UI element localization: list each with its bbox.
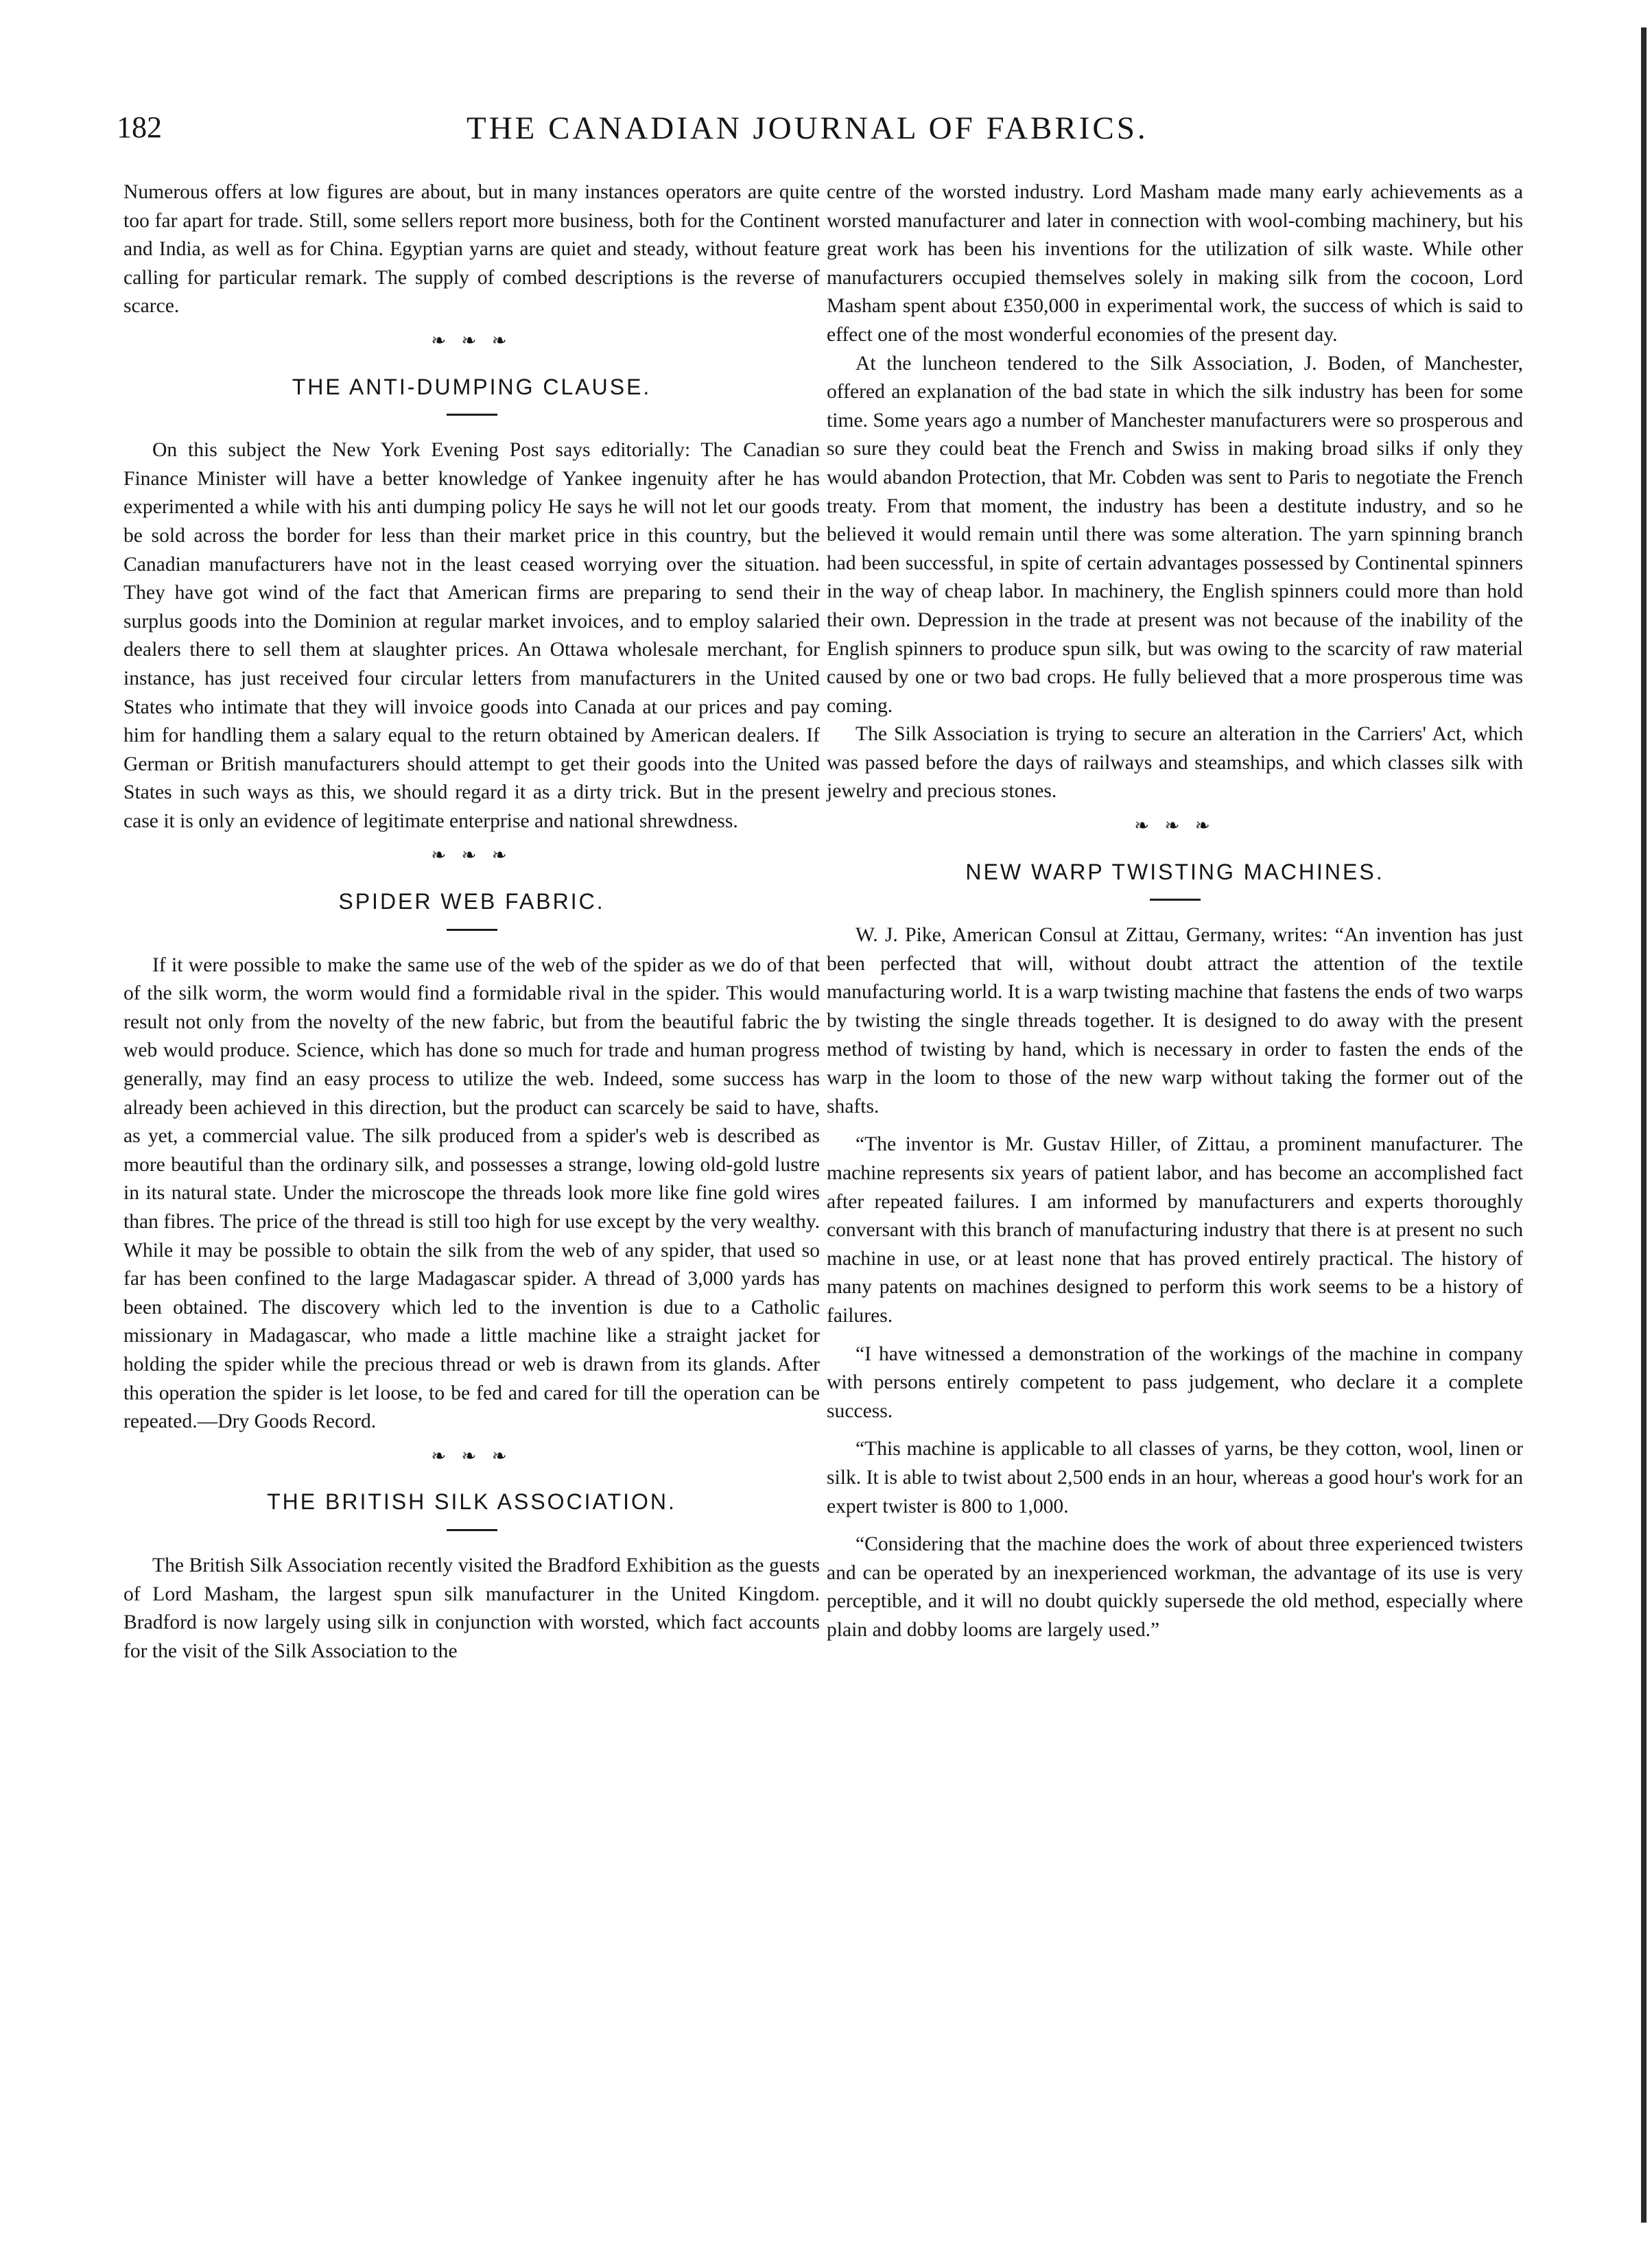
ornament-divider: ❧ ❧ ❧: [1134, 816, 1216, 836]
spider-web-paragraph: If it were possible to make the same use of the web of the spider as we do of that of the silk worm, the worm would find a formidable rival in the spider. This would result not only from the novelty of the new fabric, but from the beautiful fabric the web would produce. Science, which has done so much for trade and human progress generally, may find an easy process to utilize the web. Indeed, some success has already been achieved in this direction, but the product can scarcely be said to have, as yet, a commercial value. The silk produced from a spider's web is described as more beautiful than the ordinary silk, and possesses a strange, lowing old-gold lustre in its natural state. Under the microscope the threads look more like fine gold wires than fibres. The price of the thread is still too high for use except by the very wealthy. While it may be possible to obtain the silk from the web of any spider, that used so far has been confined to the large Madagascar spider. A thread of 3,000 yards has been obtained. The discovery which led to the invention is due to a Catholic missionary in Madagascar, who made a little machine like a straight jacket for holding the spider while the precious thread or web is drawn from its glands. After this operation the spider is let loose, to be fed and cared for till the operation can be repeated.—Dry Goods Record.: [123, 954, 820, 1433]
ornament-divider: ❧ ❧ ❧: [431, 1445, 512, 1466]
anti-dumping-paragraph: On this subject the New York Evening Post says editorially: The Canadian Finance Minister will have a better knowledge of Yankee ingenuity after he has experimented a while with his anti dumping policy He says he will not let our goods be sold across the border for less than their market price in this country, but the Canadian manufacturers have not in the least ceased worrying over the situation. They have got wind of the fact that American firms are preparing to send their surplus goods into the Dominion at regular market invoices, and to employ salaried dealers there to sell them at slaughter prices. An Ottawa wholesale merchant, for instance, has just received four circular letters from manufacturers in the United States who intimate that they will invoice goods into Canada at our prices and pay him for handling them a salary equal to the return obtained by American dealers. If German or British manufacturers should attempt to get their goods into the United States in such ways as this, we should regard it as a dirty trick. But in the present case it is only an evidence of legitimate enterprise and national shrewdness.: [123, 439, 820, 832]
left-column: [123, 178, 820, 1666]
british-silk-continued-paragraph: At the luncheon tendered to the Silk Association, J. Boden, of Manchester, offered an explanation of the bad state in which the silk industry has been for some time. Some years ago a number of Manchester manufacturers were so prosperous and so sure they could beat the French and Swiss in making broad silks if only they would abandon Protection, that Mr. Cobden was sent to Paris to negotiate the French treaty. From that moment, the industry has been a destitute industry, and so he believed it would remain until there was some alteration. The yarn spinning branch had been successful, in spite of certain advantages possessed by Continental spinners in the way of cheap labor. In machinery, the English spinners could more than hold their own. Depression in the trade at present was not because of the inability of the English spinners to produce spun silk, but was owing to the scarcity of raw material caused by one or two bad crops. He fully believed that a more prosperous time was coming.: [827, 352, 1523, 717]
right-column: [827, 178, 1523, 1645]
warp-twisting-paragraph: “Considering that the machine does the work of about three experienced twisters and can be operated by an inexperienced workman, the advantage of its use is very perceptible, and it will no doubt quickly supersede the old method, especially where plain and dobby looms are largely used.”: [827, 1533, 1523, 1641]
british-silk-heading: THE BRITISH SILK ASSOCIATION.: [267, 1489, 676, 1515]
ornament-divider: ❧ ❧ ❧: [431, 330, 512, 351]
journal-title: THE CANADIAN JOURNAL OF FABRICS.: [467, 110, 1148, 146]
warp-twisting-paragraph: “I have witnessed a demonstration of the workings of the machine in company with persons entirely competent to pass judgement, who declare it a complete success.: [827, 1342, 1523, 1422]
warp-twisting-heading: NEW WARP TWISTING MACHINES.: [965, 859, 1384, 884]
page-edge-shadow: [1641, 27, 1647, 2223]
anti-dumping-heading: THE ANTI-DUMPING CLAUSE.: [292, 374, 652, 399]
spider-web-heading: SPIDER WEB FABRIC.: [338, 889, 605, 914]
intro-paragraph: Numerous offers at low figures are about, but in many instances operators are quite too far apart for trade. Still, some sellers report more business, both for the Continent and India, as well as for China. Egyptian yarns are quiet and steady, without feature calling for particular remark. The supply of combed descriptions is the reverse of scarce.: [123, 181, 820, 318]
british-silk-paragraph: The British Silk Association recently visited the Bradford Exhibition as the guests of Lord Masham, the largest spun silk manufacturer in the United Kingdom. Bradford is now largely using silk in conjunction with worsted, which fact accounts for the visit of the Silk Association to the: [123, 1554, 820, 1662]
heading-rule: [1150, 899, 1201, 901]
warp-twisting-paragraph: W. J. Pike, American Consul at Zittau, Germany, writes: “An invention has just been perfected that will, without doubt attract the attention of the textile manufacturing world. It is a warp twisting machine that fastens the ends of two warps by twisting the single threads together. It is designed to do away with the present method of twisting by hand, which is necessary in order to fasten the ends of the warp in the loom to those of the new warp without taking the former out of the shafts.: [827, 924, 1523, 1117]
warp-twisting-paragraph: “The inventor is Mr. Gustav Hiller, of Zittau, a prominent manufacturer. The machine represents six years of patient labor, and has become an accomplished fact after repeated failures. I am informed by manufacturers and experts thoroughly conversant with this branch of manufacturing industry that there is at present no such machine in use, or at least none that has proved entirely practical. The history of many patents on machines designed to perform this work seems to be a history of failures.: [827, 1133, 1523, 1327]
warp-twisting-paragraph: “This machine is applicable to all classes of yarns, be they cotton, wool, linen or silk. It is able to twist about 2,500 ends in an hour, whereas a good hour's work for an expert twister is 800 to 1,000.: [827, 1438, 1523, 1517]
heading-rule: [447, 929, 497, 931]
british-silk-continued-paragraph: centre of the worsted industry. Lord Masham made many early achievements as a worsted manufacturer and later in connection with wool-combing machinery, but his great work has been his inventions for the utilization of silk waste. While other manufacturers occupied themselves solely in making silk from the cocoon, Lord Masham spent about £350,000 in experimental work, the success of which is said to effect one of the most wonderful economies of the present day.: [827, 181, 1523, 346]
page-number: 182: [117, 110, 162, 144]
heading-rule: [447, 1529, 497, 1531]
british-silk-continued-paragraph: The Silk Association is trying to secure an alteration in the Carriers' Act, which was passed before the days of railways and steamships, and which classes silk with jewelry and precious stones.: [827, 723, 1523, 803]
ornament-divider: ❧ ❧ ❧: [431, 845, 512, 866]
heading-rule: [447, 414, 497, 416]
